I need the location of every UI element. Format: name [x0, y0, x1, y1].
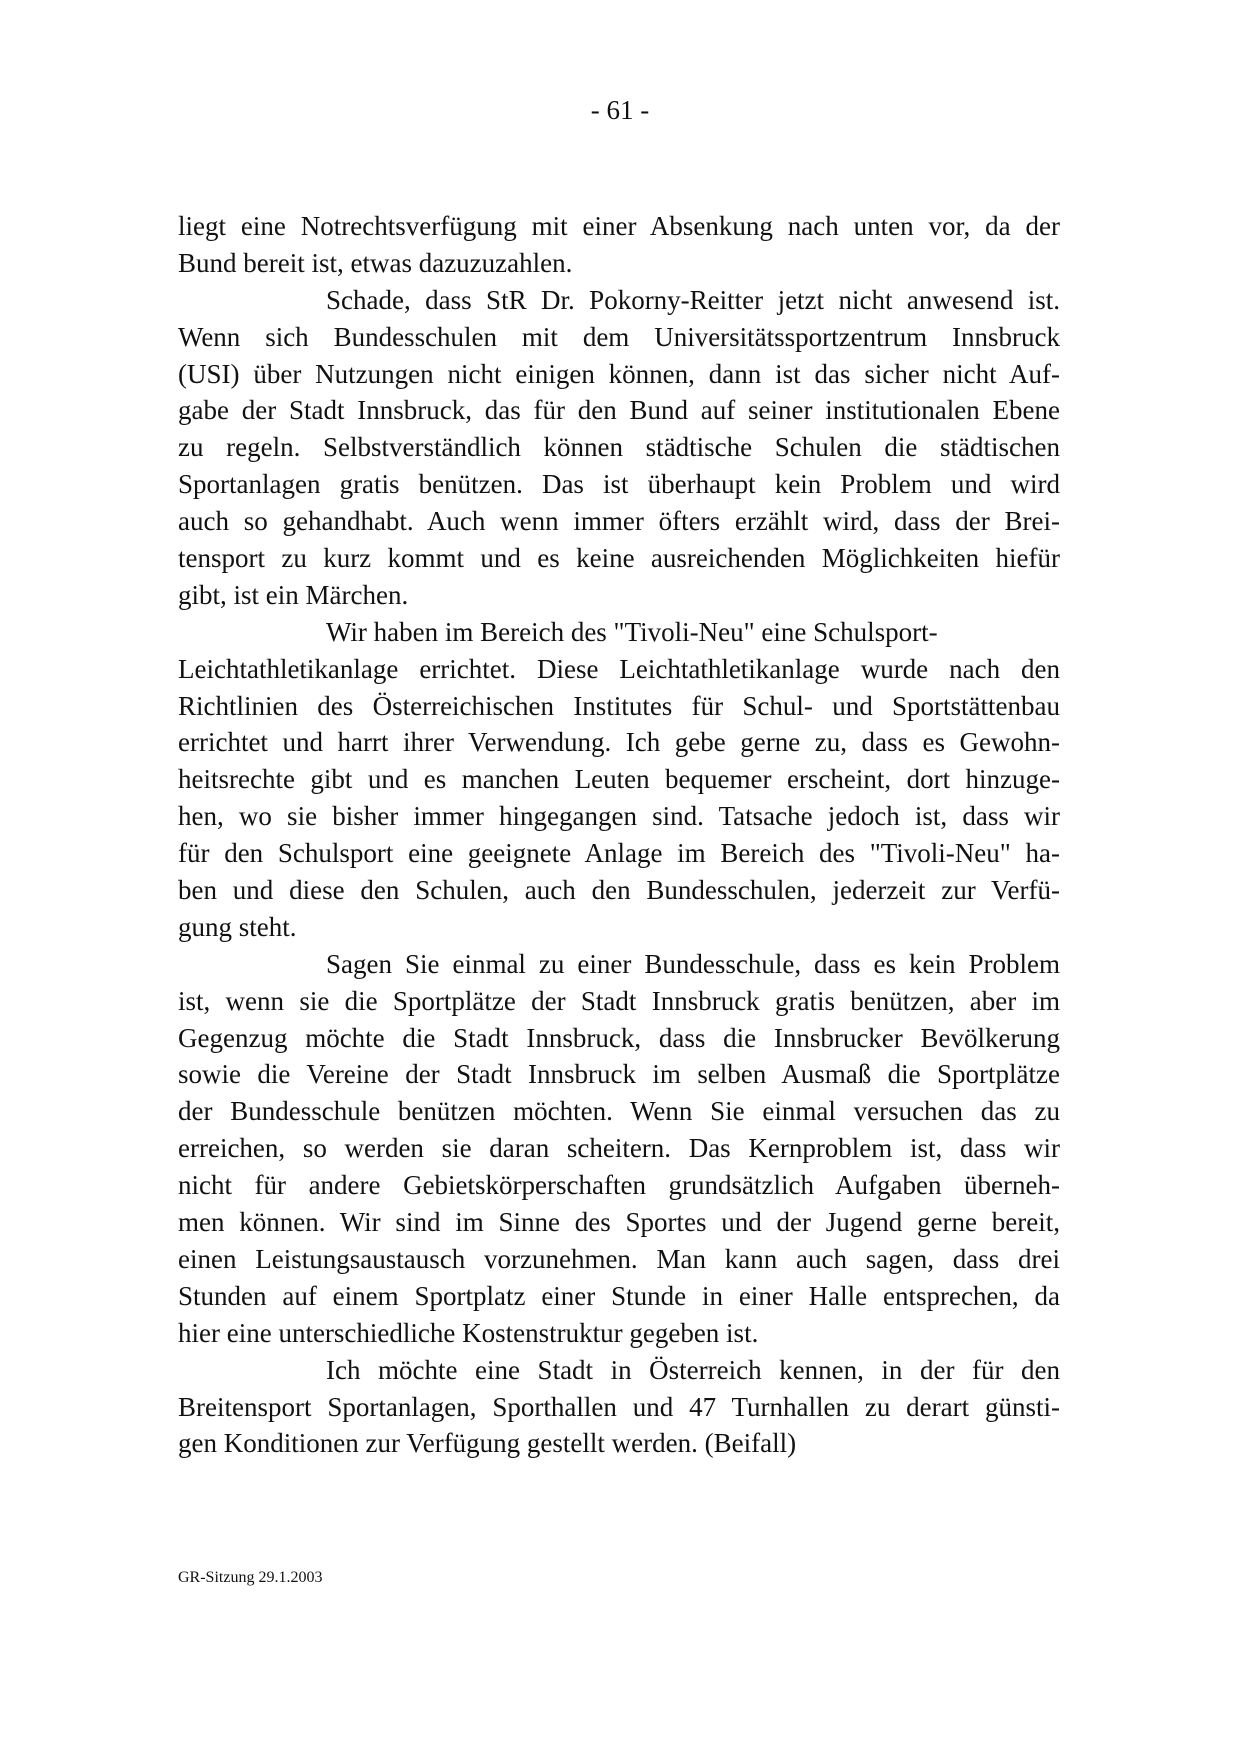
text-line: nicht für andere Gebietskörperschaften grundsätzlich Aufgaben überneh- [178, 1170, 1060, 1201]
text-line: Sagen Sie einmal zu einer Bundesschule, dass es kein Problem [326, 948, 1060, 979]
text-line: der Bundesschule benützen möchten. Wenn Sie einmal versuchen das zu [178, 1096, 1060, 1127]
document-body [178, 208, 1060, 1462]
text-line: Breitensport Sportanlagen, Sporthallen und 47 Turnhallen zu derart günsti- [178, 1391, 1060, 1422]
text-line: ist, wenn sie die Sportplätze der Stadt Innsbruck gratis benützen, aber im [178, 985, 1060, 1016]
text-line: gibt, ist ein Märchen. [178, 579, 409, 610]
text-line: erreichen, so werden sie daran scheitern. Das Kernproblem ist, dass wir [178, 1133, 1060, 1164]
text-line: zu regeln. Selbstverständlich können städtische Schulen die städtischen [178, 432, 1060, 463]
text-line: hier eine unterschiedliche Kostenstruktur gegeben ist. [178, 1317, 759, 1348]
text-line: tensport zu kurz kommt und es keine ausreichenden Möglichkeiten hiefür [178, 543, 1060, 574]
text-line: Bund bereit ist, etwas dazuzuzahlen. [178, 247, 573, 278]
text-line: hen, wo sie bisher immer hingegangen sind. Tatsache jedoch ist, dass wir [178, 801, 1060, 832]
text-line: Wenn sich Bundesschulen mit dem Universitätssportzentrum Innsbruck [178, 321, 1060, 352]
text-line: heitsrechte gibt und es manchen Leuten bequemer erscheint, dort hinzuge- [178, 764, 1060, 795]
text-line: Sportanlagen gratis benützen. Das ist überhaupt kein Problem und wird [178, 469, 1060, 500]
text-line: Gegenzug möchte die Stadt Innsbruck, dass die Innsbrucker Bevölkerung [178, 1022, 1060, 1053]
text-line: Ich möchte eine Stadt in Österreich kennen, in der für den [326, 1354, 1060, 1385]
text-line: Schade, dass StR Dr. Pokorny-Reitter jetzt nicht anwesend ist. [326, 284, 1060, 315]
text-line: Stunden auf einem Sportplatz einer Stunde in einer Halle entsprechen, da [178, 1280, 1060, 1311]
footer-session-date: GR-Sitzung 29.1.2003 [178, 1569, 323, 1586]
text-line: sowie die Vereine der Stadt Innsbruck im selben Ausmaß die Sportplätze [178, 1059, 1060, 1090]
text-line: für den Schulsport eine geeignete Anlage im Bereich des "Tivoli-Neu" ha- [178, 838, 1060, 869]
text-line: gen Konditionen zur Verfügung gestellt werden. (Beifall) [178, 1428, 797, 1459]
text-line: ben und diese den Schulen, auch den Bundesschulen, jederzeit zur Verfü- [178, 875, 1060, 906]
text-line: Wir haben im Bereich des "Tivoli-Neu" eine Schulsport- [326, 616, 938, 647]
text-line: Leichtathletikanlage errichtet. Diese Leichtathletikanlage wurde nach den [178, 653, 1060, 684]
text-line: einen Leistungsaustausch vorzunehmen. Man kann auch sagen, dass drei [178, 1243, 1060, 1274]
text-line: gabe der Stadt Innsbruck, das für den Bund auf seiner institutionalen Ebene [178, 395, 1060, 426]
text-line: gung steht. [178, 911, 297, 942]
text-line: Richtlinien des Österreichischen Institutes für Schul- und Sportstättenbau [178, 690, 1060, 721]
text-line: (USI) über Nutzungen nicht einigen können, dann ist das sicher nicht Auf- [178, 358, 1060, 389]
text-line: errichtet und harrt ihrer Verwendung. Ich gebe gerne zu, dass es Gewohn- [178, 727, 1060, 758]
text-line: auch so gehandhabt. Auch wenn immer öfters erzählt wird, dass der Brei- [178, 506, 1060, 537]
text-line: liegt eine Notrechtsverfügung mit einer Absenkung nach unten vor, da der [178, 211, 1060, 241]
page-number: - 61 - [590, 95, 650, 125]
text-line: men können. Wir sind im Sinne des Sportes und der Jugend gerne bereit, [178, 1207, 1060, 1238]
